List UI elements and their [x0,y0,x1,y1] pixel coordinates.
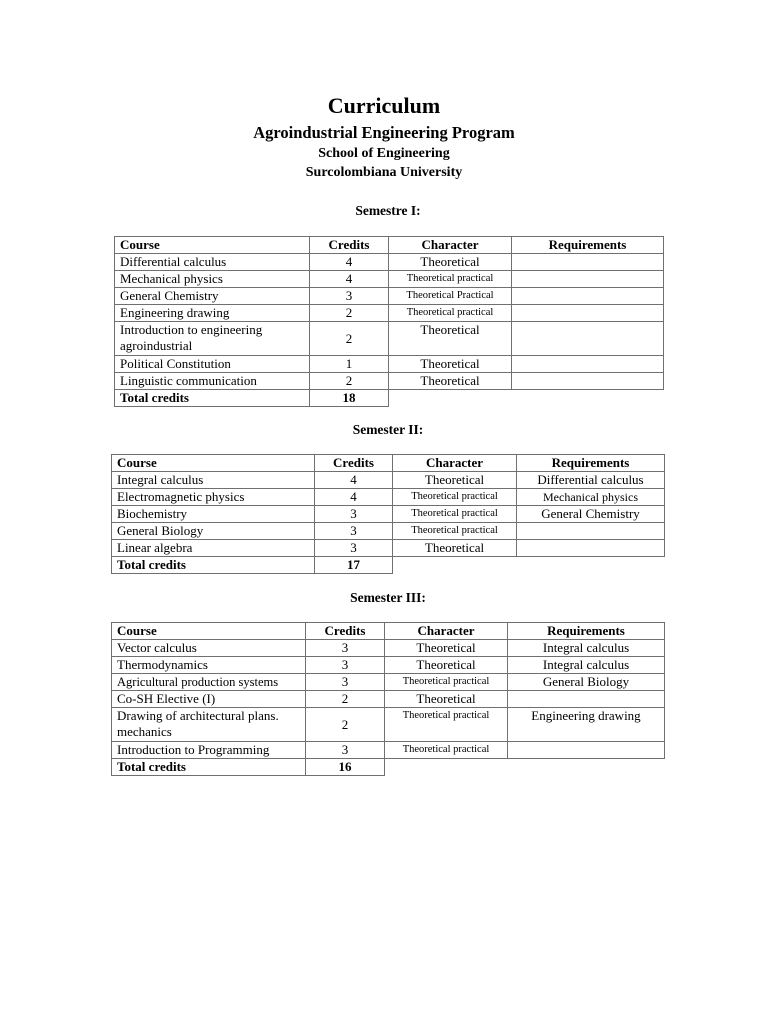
header-course: Course [115,237,310,254]
course-character: Theoretical practical [393,506,517,523]
semester-1-title: Semestre I: [355,203,421,218]
table-header-row [112,623,665,640]
table-row [112,657,665,674]
course-name: Linear algebra [112,540,315,557]
course-name: Thermodynamics [112,657,306,674]
course-character: Theoretical practical [385,674,508,691]
course-credits: 3 [315,540,393,557]
course-name: General Chemistry [115,288,310,305]
course-character: Theoretical practical [389,305,512,322]
course-character: Theoretical practical [385,742,508,759]
total-row [112,557,665,574]
course-requirements [512,254,664,271]
table-row [115,271,664,288]
empty-cell [389,390,512,407]
course-name: Integral calculus [112,472,315,489]
course-name: Differential calculus [115,254,310,271]
table-row [112,742,665,759]
course-character: Theoretical [389,322,512,356]
table-row [112,506,665,523]
course-name: Agricultural production systems [112,674,306,691]
course-requirements [512,356,664,373]
semester-3-title: Semester III: [350,590,426,605]
table-row [115,322,664,356]
course-name: Engineering drawing [115,305,310,322]
semester-3-table [111,622,665,776]
course-credits: 3 [306,742,385,759]
course-name: Co-SH Elective (I) [112,691,306,708]
header-credits: Credits [310,237,389,254]
course-requirements: General Biology [508,674,665,691]
course-character: Theoretical [389,254,512,271]
total-credits: 18 [310,390,389,407]
table-row [112,472,665,489]
total-label: Total credits [115,390,310,407]
course-name: Introduction to Programming [112,742,306,759]
course-credits: 2 [306,691,385,708]
course-requirements: Integral calculus [508,640,665,657]
semester-2-title: Semester II: [352,422,424,437]
course-requirements [512,305,664,322]
course-requirements [512,271,664,288]
table-row [112,540,665,557]
total-row [112,759,665,776]
course-requirements: Integral calculus [508,657,665,674]
header-requirements: Requirements [517,455,665,472]
total-label: Total credits [112,759,306,776]
course-credits: 2 [310,305,389,322]
course-requirements: Mechanical physics [517,489,665,506]
course-credits: 4 [315,489,393,506]
course-credits: 3 [306,640,385,657]
course-character: Theoretical [393,472,517,489]
course-credits: 3 [306,674,385,691]
course-character: Theoretical [393,540,517,557]
table-row [115,356,664,373]
program-name: Agroindustrial Engineering Program [253,123,515,142]
course-credits: 2 [306,708,385,742]
table-row [112,674,665,691]
empty-cell [512,390,664,407]
course-name: Political Constitution [115,356,310,373]
course-name: Biochemistry [112,506,315,523]
course-name: Mechanical physics [115,271,310,288]
empty-cell [385,759,508,776]
course-credits: 4 [315,472,393,489]
course-name: Linguistic communication [115,373,310,390]
university-name: Surcolombiana University [305,165,463,180]
course-requirements: Engineering drawing [508,708,665,742]
course-name: Introduction to engineering agroindustrial [115,322,310,356]
course-requirements: General Chemistry [517,506,665,523]
total-credits: 16 [306,759,385,776]
course-character: Theoretical practical [393,523,517,540]
course-credits: 2 [310,373,389,390]
table-row [115,288,664,305]
semester-2-table [111,454,665,574]
table-row [112,489,665,506]
total-label: Total credits [112,557,315,574]
course-requirements: Differential calculus [517,472,665,489]
course-character: Theoretical [389,356,512,373]
table-row [112,708,665,742]
table-row [115,254,664,271]
total-credits: 17 [315,557,393,574]
empty-cell [508,759,665,776]
course-credits: 1 [310,356,389,373]
course-character: Theoretical [389,373,512,390]
course-character: Theoretical [385,691,508,708]
table-row [112,691,665,708]
header-course: Course [112,455,315,472]
course-credits: 2 [310,322,389,356]
table-header-row [115,237,664,254]
header-character: Character [389,237,512,254]
course-requirements [517,540,665,557]
course-character: Theoretical practical [385,708,508,742]
course-requirements [512,288,664,305]
course-requirements [512,373,664,390]
course-name: Electromagnetic physics [112,489,315,506]
table-header-row [112,455,665,472]
header-course: Course [112,623,306,640]
course-name: Drawing of architectural plans. mechanics [112,708,306,742]
course-name: General Biology [112,523,315,540]
header-requirements: Requirements [508,623,665,640]
course-credits: 3 [310,288,389,305]
table-row [112,640,665,657]
course-requirements [512,322,664,356]
course-requirements [508,691,665,708]
course-character: Theoretical practical [389,271,512,288]
course-character: Theoretical practical [393,489,517,506]
empty-cell [517,557,665,574]
course-credits: 3 [315,506,393,523]
table-row [115,373,664,390]
course-character: Theoretical Practical [389,288,512,305]
header-requirements: Requirements [512,237,664,254]
course-name: Vector calculus [112,640,306,657]
document-title: Curriculum [327,93,441,118]
course-credits: 4 [310,271,389,288]
course-credits: 3 [315,523,393,540]
semester-1-table [114,236,664,407]
course-credits: 4 [310,254,389,271]
course-character: Theoretical [385,640,508,657]
header-character: Character [393,455,517,472]
table-row [112,523,665,540]
course-character: Theoretical [385,657,508,674]
header-credits: Credits [315,455,393,472]
table-row [115,305,664,322]
empty-cell [393,557,517,574]
school-name: School of Engineering [318,146,450,161]
header-credits: Credits [306,623,385,640]
header-character: Character [385,623,508,640]
course-credits: 3 [306,657,385,674]
total-row [115,390,664,407]
course-requirements [517,523,665,540]
course-requirements [508,742,665,759]
